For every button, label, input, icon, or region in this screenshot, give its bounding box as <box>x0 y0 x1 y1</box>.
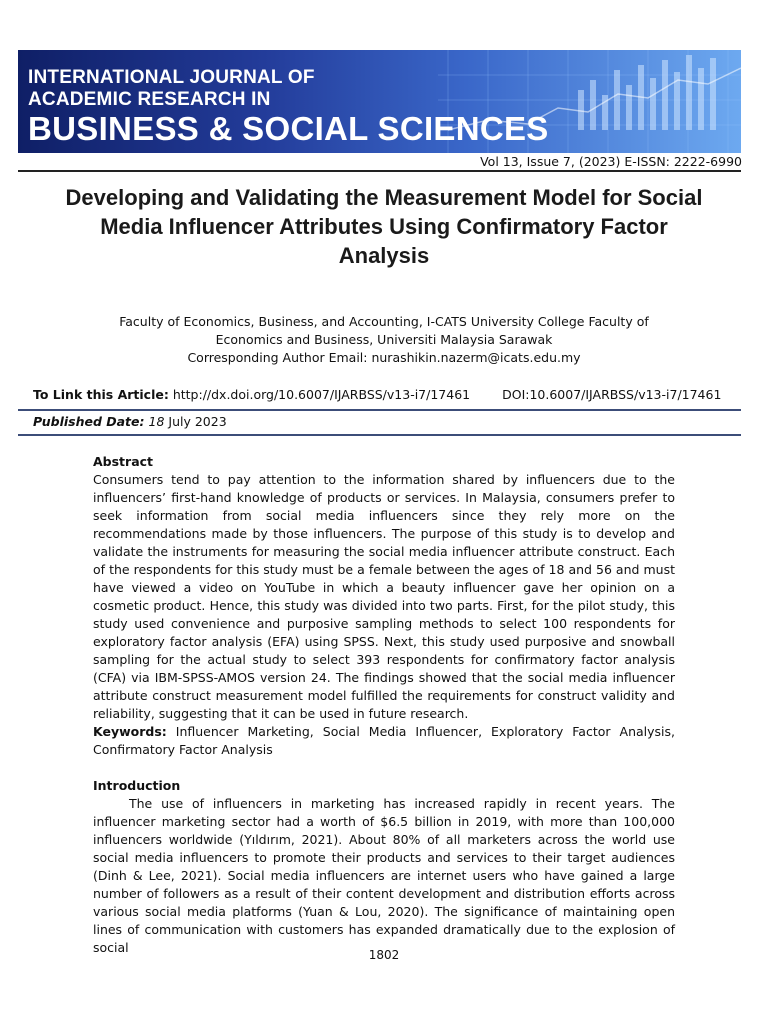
affiliation-block <box>80 313 688 367</box>
divider <box>18 434 741 436</box>
introduction-heading: Introduction <box>93 778 181 793</box>
page-number: 1802 <box>368 948 400 962</box>
affiliation-line: Faculty of Economics, Business, and Accounting, I-CATS University College Faculty of <box>119 314 649 329</box>
abstract-heading: Abstract <box>93 454 154 469</box>
journal-name-line1: INTERNATIONAL JOURNAL OF <box>28 67 315 88</box>
journal-name-line2: ACADEMIC RESEARCH IN <box>28 89 271 110</box>
doi-text: DOI:10.6007/IJARBSS/v13-i7/17461 <box>502 387 722 402</box>
link-label: To Link this Article: <box>33 387 169 402</box>
keywords-label: Keywords: <box>93 724 167 739</box>
corresponding-author: Corresponding Author Email: nurashikin.nazerm@icats.edu.my <box>187 350 581 365</box>
header-divider <box>18 170 741 172</box>
affiliation-line: Economics and Business, Universiti Malaysia Sarawak <box>215 332 553 347</box>
abstract-text: Consumers tend to pay attention to the information shared by influencers due to the influencers’ first-hand knowledge of products or services. In Malaysia, consumers prefer to seek information from social media influencers since they rely more on the recommendations made by those influencers. The purpose of this study is to develop and validate the instruments for measuring the social media influencer attribute construct. Each of the respondents for this study must be a female between the ages of 18 and 56 and must have viewed a video on YouTube in which a beauty influencer gave her opinion on a cosmetic product. Hence, this study was divided into two parts. First, for the pilot study, this study used convenience and purposive sampling methods to select 100 respondents for exploratory factor analysis (EFA) using SPSS. Next, this study used purposive and snowball sampling for the actual study to select 393 respondents for confirmatory factor analysis (CFA) via IBM-SPSS-AMOS version 24. The findings showed that the social media influencer attribute construct measurement model fulfilled the requirements for construct validity and reliability, suggesting that it can be used in future research. <box>93 472 675 721</box>
journal-banner <box>18 50 741 153</box>
published-label: Published Date: <box>33 414 145 429</box>
keywords <box>93 723 675 759</box>
published-day: 18 <box>148 414 165 429</box>
published-month-year: July 2023 <box>168 414 227 429</box>
published-date <box>33 414 227 429</box>
article-title: Developing and Validating the Measurement Model for Social Media Influencer Attributes Using Confirmatory Factor Analysis <box>65 185 703 268</box>
article-url-link[interactable]: http://dx.doi.org/10.6007/IJARBSS/v13-i7/17461 <box>172 387 471 402</box>
article-link-line <box>33 387 721 402</box>
issue-info: Vol 13, Issue 7, (2023) E-ISSN: 2222-6990 <box>480 154 742 169</box>
introduction-text: The use of influencers in marketing has increased rapidly in recent years. The influencer marketing sector had a worth of $6.5 billion in 2019, with more than 100,000 influencers worldwide (Yıldırım, 2021). About 80% of all marketers across the world use social media influencers to promote their products and services to their target audiences (Dinh & Lee, 2021). Social media influencers are internet users who have gained a large number of followers as a result of their content development and distribution efforts across various social media platforms (Yuan & Lou, 2020). The significance of maintaining open lines of communication with customers has expanded dramatically due to the explosion of social <box>93 796 675 955</box>
divider <box>18 409 741 411</box>
keywords-text: Influencer Marketing, Social Media Influencer, Exploratory Factor Analysis, Confirmatory Factor Analysis <box>93 724 675 757</box>
article-body <box>93 453 675 957</box>
journal-name-line3: BUSINESS & SOCIAL SCIENCES <box>28 110 549 147</box>
